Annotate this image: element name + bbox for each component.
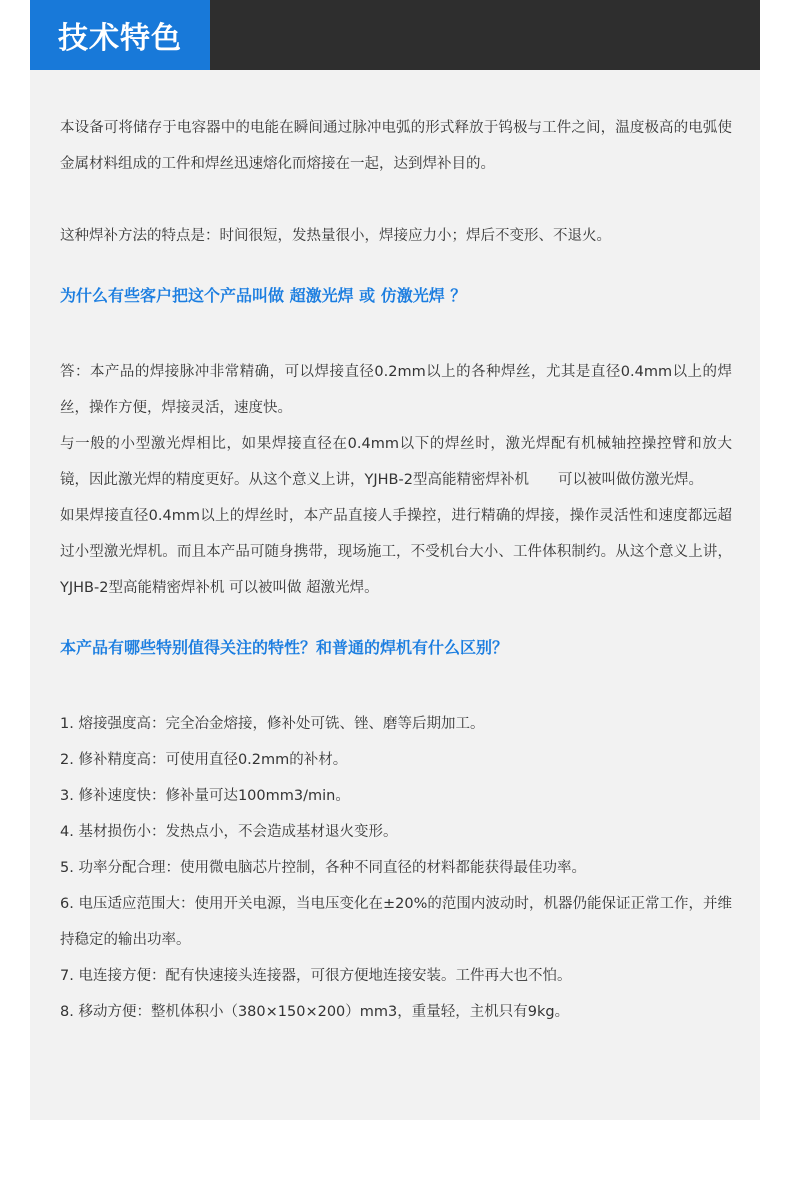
feature-list-item: 3. 修补速度快：修补量可达100mm3/min。 bbox=[60, 788, 350, 804]
header-title-tab bbox=[30, 0, 210, 70]
section-title: 技术特色 bbox=[58, 21, 182, 56]
feature-list-item: 5. 功率分配合理：使用微电脑芯片控制，各种不同直径的材料都能获得最佳功率。 bbox=[60, 860, 586, 876]
feature-list-item: 6. 电压适应范围大：使用开关电源，当电压变化在±20%的范围内波动时，机器仍能保证正常工作，并维持稳定的输出功率。 bbox=[60, 896, 732, 948]
section-header bbox=[30, 0, 760, 70]
feature-list-item: 7. 电连接方便：配有快速接头连接器，可很方便地连接安装。工件再大也不怕。 bbox=[60, 968, 572, 984]
faq-question-features: 本产品有哪些特别值得关注的特性？和普通的焊机有什么区别？ bbox=[60, 638, 509, 657]
feature-list-item: 8. 移动方便：整机体积小（380×150×200）mm3，重量轻，主机只有9kg。 bbox=[60, 1004, 570, 1020]
feature-list-item: 2. 修补精度高：可使用直径0.2mm的补材。 bbox=[60, 752, 348, 768]
feature-list-item: 4. 基材损伤小：发热点小，不会造成基材退火变形。 bbox=[60, 824, 398, 840]
features-summary-paragraph: 这种焊补方法的特点是：时间很短，发热量很小，焊接应力小；焊后不变形、不退火。 bbox=[60, 228, 611, 244]
faq-answer-paragraph: 与一般的小型激光焊相比，如果焊接直径在0.4mm以下的焊丝时，激光焊配有机械轴控操控臂和放大镜，因此激光焊的精度更好。从这个意义上讲，YJHB-2型高能精密焊补机 可以被叫做仿激光焊。 bbox=[60, 436, 732, 488]
feature-list-item: 1. 熔接强度高：完全冶金熔接，修补处可铣、锉、磨等后期加工。 bbox=[60, 716, 485, 732]
faq-answer-paragraph: 答：本产品的焊接脉冲非常精确，可以焊接直径0.2mm以上的各种焊丝，尤其是直径0.4mm以上的焊丝，操作方便，焊接灵活，速度快。 bbox=[60, 364, 732, 416]
faq-question-laser: 为什么有些客户把这个产品叫做 超激光焊 或 仿激光焊 ？ bbox=[60, 286, 467, 305]
faq-answer-paragraph: 如果焊接直径0.4mm以上的焊丝时，本产品直接人手操控，进行精确的焊接，操作灵活性和速度都远超过小型激光焊机。而且本产品可随身携带，现场施工，不受机台大小、工件体积制约。从这个意义上讲，YJHB-2型高能精密焊补机 可以被叫做 超激光焊。 bbox=[60, 508, 732, 596]
content-panel bbox=[30, 70, 760, 1120]
intro-paragraph: 本设备可将储存于电容器中的电能在瞬间通过脉冲电弧的形式释放于钨极与工件之间，温度极高的电弧使金属材料组成的工件和焊丝迅速熔化而熔接在一起，达到焊补目的。 bbox=[60, 120, 732, 172]
content-body bbox=[60, 110, 732, 1030]
feature-list bbox=[60, 706, 732, 1030]
